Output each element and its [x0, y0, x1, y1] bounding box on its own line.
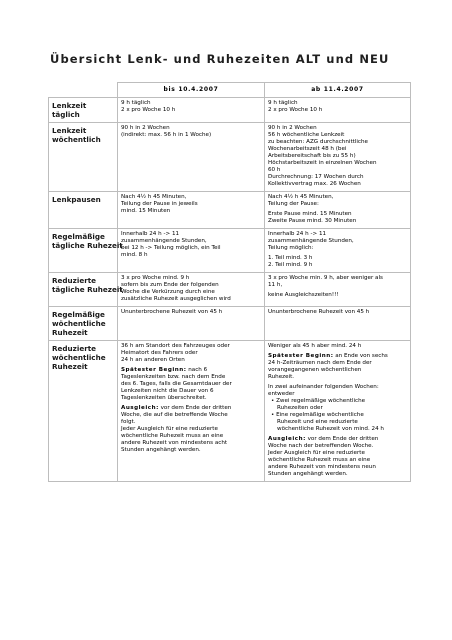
row-label-line: Ruhezeit: [52, 328, 88, 337]
cell-line: Innerhalb 24 h -> 11: [121, 231, 180, 237]
cell-line: 60 h: [268, 167, 281, 173]
new-rule-cell: [265, 341, 411, 482]
cell-line: Teilung möglich:: [268, 245, 314, 251]
old-rule-cell: [118, 98, 265, 123]
cell-line: des 6. Tages, falls die Gesamtdauer der: [121, 381, 232, 387]
old-rule-cell: [118, 307, 265, 341]
row-label-line: Lenkzeit: [52, 126, 87, 135]
cell-line: wöchentliche Ruhezeit muss an eine: [268, 457, 371, 463]
cell-text: vor dem Ende der dritten: [158, 405, 232, 411]
cell-line: zusammenhängende Stunden,: [121, 238, 207, 244]
table-row: [49, 229, 411, 273]
cell-line: Ruhezeit.: [268, 374, 295, 380]
column-header-new: ab 11.4.2007: [265, 83, 411, 98]
cell-line: Weniger als 45 h aber mind. 24 h: [268, 343, 362, 349]
bullet-line: [268, 419, 407, 426]
cell-line: 56 h wöchentliche Lenkzeit: [268, 132, 345, 138]
cell-line: 3 x pro Woche mind. 9 h: [121, 275, 190, 281]
row-label-line: Reduzierte: [52, 344, 97, 353]
cell-line: bei 12 h -> Teilung möglich, ein Teil: [121, 245, 221, 251]
row-label-line: wöchentlich: [52, 135, 101, 144]
cell-line: Erste Pause mind. 15 Minuten: [268, 211, 352, 217]
cell-line: zusätzliche Ruhezeit ausgeglichen wird: [121, 296, 231, 302]
old-rule-cell: [118, 341, 265, 482]
cell-line: Arbeitsbereitschaft bis zu 55 h): [268, 153, 356, 159]
cell-line: In zwei aufeinander folgenden Wochen:: [268, 384, 379, 390]
bold-term: Spätester Beginn:: [268, 353, 334, 359]
row-label-line: Regelmäßige: [52, 232, 105, 241]
row-label: [49, 229, 123, 273]
cell-line: 2 x pro Woche 10 h: [121, 107, 176, 113]
cell-line: 36 h am Standort des Fahrzeuges oder: [121, 343, 230, 349]
cell-line: 1. Teil mind. 3 h: [268, 255, 313, 261]
cell-text: vor dem Ende der dritten: [305, 436, 379, 442]
cell-line: 2. Teil mind. 9 h: [268, 262, 313, 268]
cell-line: entweder: [268, 391, 295, 397]
row-label: [49, 192, 118, 229]
cell-line: andere Ruhezeit von mindestens neun: [268, 464, 376, 470]
new-rule-cell: [265, 98, 411, 123]
cell-line: Zweite Pause mind. 30 Minuten: [268, 218, 357, 224]
old-rule-cell: [118, 192, 265, 229]
row-label-line: wöchentliche: [52, 319, 106, 328]
cell-line: [268, 436, 407, 443]
cell-text: Eine regelmäßige wöchentliche: [276, 412, 364, 418]
cell-line: Tageslenkzeiten bzw. nach dem Ende: [121, 374, 226, 380]
cell-text: nach 6: [186, 367, 208, 373]
table-row: [49, 341, 411, 482]
cell-line: Wochenarbeitszeit 48 h (bei: [268, 146, 347, 152]
bullet-line: [268, 398, 407, 405]
cell-line: wöchentliche Ruhezeit muss an eine: [121, 433, 224, 439]
cell-line: Woche die Verkürzung durch eine: [121, 289, 215, 295]
old-rule-cell: [118, 123, 265, 192]
cell-line: keine Ausgleichszeiten!!!: [268, 292, 339, 298]
row-label-line: Ruhezeit: [52, 362, 88, 371]
cell-line: zu beachten: AZG durchschnittliche: [268, 139, 368, 145]
page-title: Übersicht Lenk- und Ruhezeiten ALT und NEU: [50, 52, 390, 66]
cell-line: 11 h,: [268, 282, 283, 288]
cell-line: 24 h an anderen Orten: [121, 357, 185, 363]
cell-line: andere Ruhezeit von mindestens acht: [121, 440, 228, 446]
cell-line: Höchstarbeitszeit in einzelnen Wochen: [268, 160, 377, 166]
row-label-line: Lenkzeit: [52, 101, 87, 110]
cell-line: 2 x pro Woche 10 h: [268, 107, 323, 113]
cell-line: mind. 15 Minuten: [121, 208, 171, 214]
cell-text: wöchentliche Ruhezeit von mind. 24 h: [277, 426, 384, 432]
bullet-dot: •: [271, 398, 277, 404]
table-row: [49, 307, 411, 341]
cell-line: Tageslenkzeiten überschreitet.: [121, 395, 207, 401]
bullet-line: [268, 405, 407, 412]
row-label-line: wöchentliche: [52, 353, 106, 362]
cell-line: Innerhalb 24 h -> 11: [268, 231, 327, 237]
cell-line: 90 h in 2 Wochen: [268, 125, 317, 131]
cell-line: sofern bis zum Ende der folgenden: [121, 282, 219, 288]
cell-line: Ununterbrochene Ruhezeit von 45 h: [121, 309, 223, 315]
cell-line: zusammenhängende Stunden,: [268, 238, 354, 244]
cell-line: 3 x pro Woche min. 9 h, aber weniger als: [268, 275, 383, 281]
cell-line: Woche, die auf die betreffende Woche: [121, 412, 228, 418]
row-label: [49, 341, 118, 482]
cell-line: Ununterbrochene Ruhezeit von 45 h: [268, 309, 370, 315]
cell-line: Durchrechnung: 17 Wochen durch: [268, 174, 364, 180]
new-rule-cell: [265, 192, 411, 229]
cell-line: Teilung der Pause:: [268, 201, 319, 207]
header-empty-cell: [49, 83, 118, 98]
bold-term: Ausgleich:: [121, 405, 159, 411]
cell-text: an Ende von sechs: [333, 353, 388, 359]
cell-line: [121, 405, 261, 412]
cell-line: Woche nach der betreffenden Woche.: [268, 443, 374, 449]
row-label-line: tägliche Ruhezeit: [52, 241, 123, 250]
cell-line: Nach 4½ h 45 Minuten,: [121, 194, 187, 200]
cell-line: Stunden angehängt werden.: [121, 447, 201, 453]
cell-line: Lenkzeiten nicht die Dauer von 6: [121, 388, 214, 394]
cell-line: 9 h täglich: [121, 100, 151, 106]
cell-line: mind. 8 h: [121, 252, 148, 258]
cell-line: (indirekt: max. 56 h in 1 Woche): [121, 132, 212, 138]
table-row: [49, 273, 411, 307]
rest-times-table: [48, 82, 411, 482]
cell-line: [121, 367, 261, 374]
cell-line: Teilung der Pause in jeweils: [121, 201, 198, 207]
table-header-row: [49, 83, 411, 98]
cell-line: Kollektivvertrag max. 26 Wochen: [268, 181, 361, 187]
cell-text: Ruhezeiten oder: [277, 405, 323, 411]
bold-term: Spätester Beginn:: [121, 367, 187, 373]
new-rule-cell: [265, 229, 411, 273]
column-header-old: bis 10.4.2007: [118, 83, 265, 98]
bullet-dot: •: [271, 412, 277, 418]
cell-line: 90 h in 2 Wochen: [121, 125, 170, 131]
old-rule-cell: [118, 229, 265, 273]
row-label: [49, 273, 123, 307]
cell-line: [268, 353, 407, 360]
bullet-line: [268, 426, 407, 433]
row-label-line: Regelmäßige: [52, 310, 105, 319]
row-label-line: Reduzierte: [52, 276, 97, 285]
table-row: [49, 192, 411, 229]
row-label: [49, 307, 118, 341]
table-row: [49, 123, 411, 192]
cell-line: 9 h täglich: [268, 100, 298, 106]
cell-line: 24 h-Zeiträumen nach dem Ende der: [268, 360, 372, 366]
cell-line: Nach 4½ h 45 Minuten,: [268, 194, 334, 200]
cell-line: Jeder Ausgleich für eine reduzierte: [121, 426, 218, 432]
cell-line: Jeder Ausgleich für eine reduzierte: [268, 450, 365, 456]
cell-line: vorangegangenen wöchentlichen: [268, 367, 362, 373]
cell-line: folgt.: [121, 419, 136, 425]
cell-line: Stunden angehängt werden.: [268, 471, 348, 477]
cell-line: Heimatort des Fahrers oder: [121, 350, 198, 356]
bullet-line: [268, 412, 407, 419]
table-row: [49, 98, 411, 123]
new-rule-cell: [265, 273, 411, 307]
row-label-line: Lenkpausen: [52, 195, 101, 204]
row-label-line: tägliche Ruhezeit: [52, 285, 123, 294]
cell-text: Zwei regelmäßige wöchentliche: [276, 398, 366, 404]
cell-text: Ruhezeit und eine reduzierte: [277, 419, 358, 425]
bold-term: Ausgleich:: [268, 436, 306, 442]
row-label-line: täglich: [52, 110, 80, 119]
row-label: [49, 123, 118, 192]
old-rule-cell: [118, 273, 265, 307]
new-rule-cell: [265, 307, 411, 341]
new-rule-cell: [265, 123, 411, 192]
row-label: [49, 98, 118, 123]
